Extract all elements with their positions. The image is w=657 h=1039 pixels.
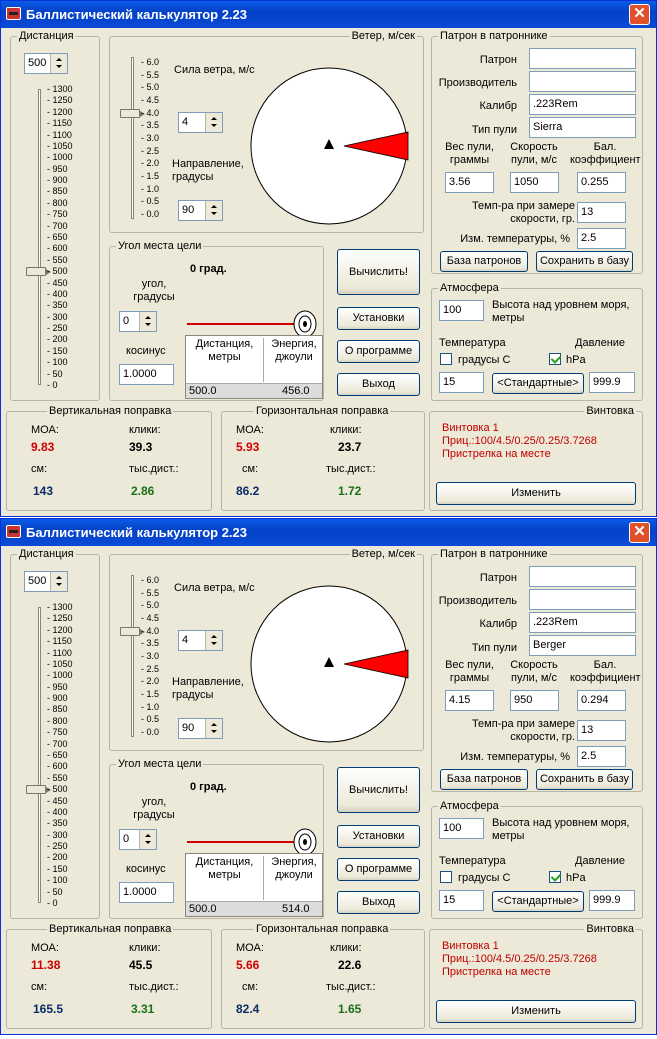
- vertical-correction-group: [6, 923, 212, 1029]
- temp-change-field[interactable]: 2.5: [577, 228, 626, 249]
- caliber-label: Калибр: [479, 100, 517, 112]
- title-bar[interactable]: [1, 1, 656, 28]
- bc-field[interactable]: 0.255: [577, 172, 626, 193]
- horiz-clicks-value: 22.6: [338, 958, 362, 972]
- distance-slider-track[interactable]: [38, 89, 41, 385]
- distance-spin-arrows[interactable]: [50, 572, 67, 591]
- horiz-cm-label: см:: [242, 981, 259, 993]
- bullet-weight-field[interactable]: 4.15: [445, 690, 494, 711]
- distance-tick-label: - 800: [47, 197, 68, 208]
- close-button[interactable]: ✕: [629, 522, 650, 543]
- wind-direction-spin-arrows[interactable]: [205, 201, 222, 220]
- wind-tick-label: - 3.0: [141, 651, 160, 661]
- distance-tick-label: - 750: [47, 727, 68, 738]
- distance-tick-label: - 1150: [47, 118, 72, 129]
- wind-compass[interactable]: [250, 585, 410, 745]
- vertical-group-label: Вертикальная поправка: [49, 405, 172, 417]
- calculator-window: [0, 0, 657, 517]
- cartridge-group-label: Патрон в патроннике: [440, 548, 548, 560]
- atmosphere-group-label: Атмосфера: [440, 282, 499, 294]
- distance-tick-label: - 1150: [47, 636, 72, 647]
- caliber-field[interactable]: .223Rem: [529, 612, 636, 633]
- wind-tick-label: - 4.5: [141, 613, 160, 623]
- cartridge-field[interactable]: [529, 48, 636, 69]
- distance-tick-label: - 750: [47, 209, 68, 220]
- wind-direction-spinner[interactable]: [178, 200, 223, 221]
- wind-group-label: Ветер, м/сек: [351, 548, 415, 560]
- horiz-moa-value: 5.93: [236, 440, 260, 454]
- table-cell-energy: 514.0: [282, 903, 310, 915]
- vert-cm-value: 143: [33, 484, 54, 498]
- distance-tick-label: - 1250: [47, 95, 73, 106]
- vert-clicks-value: 39.3: [129, 440, 153, 454]
- distance-group: [10, 30, 100, 401]
- wind-speed-value: 4: [182, 116, 189, 128]
- maker-field[interactable]: [529, 71, 636, 92]
- target-center: [303, 321, 307, 327]
- wind-tick-label: - 2.0: [141, 676, 160, 687]
- bullet-weight-label: Вес пули, граммы: [445, 659, 494, 684]
- angle-value: 0: [123, 833, 130, 845]
- temp-change-label: Изм. температуры, %: [460, 233, 570, 245]
- wind-tick-label: - 0.5: [141, 196, 160, 207]
- angle-spin-arrows[interactable]: [139, 830, 156, 849]
- vert-cm-value: 165.5: [33, 1002, 64, 1016]
- wind-slider-thumb[interactable]: [120, 109, 140, 118]
- temperature-label: Температура: [439, 855, 506, 867]
- rifle-zero: Пристрелка на месте: [442, 448, 551, 460]
- wind-direction-spinner[interactable]: [178, 718, 223, 739]
- horiz-moa-label: МОА:: [236, 424, 264, 436]
- wind-tick-label: - 5.5: [141, 587, 160, 598]
- cartridge-group: [431, 548, 643, 792]
- distance-tick-label: - 850: [47, 704, 68, 715]
- cosine-value: 1.0000: [123, 886, 157, 898]
- distance-tick-label: - 1000: [47, 670, 73, 681]
- temperature-field[interactable]: 15: [439, 890, 484, 911]
- distance-tick-label: - 500: [47, 784, 68, 795]
- bullet-weight-label: Вес пули, граммы: [445, 141, 494, 166]
- wind-tick-label: - 0.0: [141, 727, 160, 737]
- distance-tick-label: - 1100: [47, 647, 72, 658]
- horiz-thous-label: тыс.дист.:: [326, 981, 376, 993]
- distance-tick-label: - 250: [47, 323, 68, 334]
- wind-tick-label: - 3.5: [141, 638, 160, 649]
- calculator-window: [0, 518, 657, 1035]
- cartridge-field[interactable]: [529, 566, 636, 587]
- temp-measure-field[interactable]: 13: [577, 720, 626, 741]
- vert-thous-value: 2.86: [131, 484, 155, 498]
- standard-atmosphere-button[interactable]: <Стандартные>: [492, 891, 584, 912]
- celsius-label: градусы С: [458, 354, 511, 366]
- cosine-value: 1.0000: [123, 368, 157, 380]
- wind-tick-label: - 1.0: [141, 701, 160, 712]
- horizontal-group-label: Горизонтальная поправка: [256, 405, 389, 417]
- distance-tick-label: - 1200: [47, 106, 73, 117]
- distance-group: [10, 548, 100, 919]
- horiz-moa-value: 5.66: [236, 958, 260, 972]
- rifle-group-label: Винтовка: [586, 405, 634, 417]
- distance-tick-label: - 800: [47, 715, 68, 726]
- distance-tick-label: - 1100: [47, 129, 72, 140]
- target-angle-group: [109, 758, 324, 919]
- distance-tick-label: - 400: [47, 288, 68, 299]
- pressure-field[interactable]: 999.9: [589, 890, 635, 911]
- temperature-label: Температура: [439, 337, 506, 349]
- wind-direction-label: Направление, градусы: [172, 676, 244, 701]
- rifle-scope: Приц.:100/4.5/0.25/0.25/3.7268: [442, 435, 597, 447]
- horiz-thous-label: тыс.дист.:: [326, 463, 376, 475]
- wind-tick-label: - 2.5: [141, 663, 160, 674]
- velocity-field[interactable]: 1050: [510, 172, 559, 193]
- vert-thous-label: тыс.дист.:: [129, 463, 179, 475]
- pressure-label: Давление: [575, 855, 626, 867]
- distance-group-label: Дистанция: [19, 548, 74, 560]
- wind-slider-track[interactable]: [131, 57, 134, 219]
- wind-speed-spinner[interactable]: [178, 630, 223, 651]
- pressure-label: Давление: [575, 337, 626, 349]
- wind-tick-label: - 3.5: [141, 120, 160, 131]
- vert-moa-value: 11.38: [31, 958, 61, 972]
- distance-tick-label: - 600: [47, 243, 68, 254]
- wind-tick-label: - 6.0: [141, 57, 160, 67]
- horiz-cm-value: 82.4: [236, 1002, 260, 1016]
- angle-display: 0 град.: [190, 263, 227, 275]
- distance-tick-label: - 450: [47, 277, 68, 288]
- wind-direction-label: Направление, градусы: [172, 158, 244, 183]
- celsius-checkbox[interactable]: [440, 871, 452, 883]
- distance-tick-label: - 50: [47, 886, 63, 897]
- bullet-type-field[interactable]: Berger: [529, 635, 636, 656]
- caliber-label: Калибр: [479, 618, 517, 630]
- atmosphere-group: [431, 800, 643, 919]
- rifle-group-label: Винтовка: [586, 923, 634, 935]
- distance-tick-label: - 100: [47, 357, 68, 368]
- wind-tick-label: - 1.5: [141, 689, 160, 699]
- distance-tick-label: - 50: [47, 368, 63, 379]
- close-button[interactable]: ✕: [629, 4, 650, 25]
- distance-slider-thumb[interactable]: [26, 785, 46, 794]
- save-to-db-button[interactable]: Сохранить в базу: [536, 769, 633, 790]
- exit-button[interactable]: Выход: [337, 373, 420, 396]
- vertical-correction-group: [6, 405, 212, 511]
- bc-label: Бал. коэффициент: [570, 659, 641, 684]
- cosine-field: [119, 364, 174, 385]
- distance-tick-label: - 1300: [47, 84, 73, 94]
- angle-value: 0: [123, 315, 130, 327]
- maker-label: Производитель: [438, 595, 517, 607]
- settings-button[interactable]: Установки: [337, 825, 420, 848]
- table-header-energy: Энергия, джоули: [271, 856, 317, 881]
- angle-display: 0 град.: [190, 781, 227, 793]
- horiz-cm-label: см:: [242, 463, 259, 475]
- celsius-checkbox[interactable]: [440, 353, 452, 365]
- distance-tick-label: - 900: [47, 693, 68, 704]
- distance-tick-label: - 650: [47, 232, 68, 242]
- hpa-label: hPa: [566, 872, 586, 884]
- wind-direction-spin-arrows[interactable]: [205, 719, 222, 738]
- velocity-label: Скорость пули, м/с: [510, 659, 558, 684]
- distance-tick-label: - 850: [47, 186, 68, 197]
- vert-moa-label: МОА:: [31, 424, 59, 436]
- window-title: Баллистический калькулятор 2.23: [26, 525, 247, 540]
- distance-spin-arrows[interactable]: [50, 54, 67, 73]
- distance-slider-thumb[interactable]: [26, 267, 46, 276]
- change-rifle-button[interactable]: Изменить: [436, 1000, 636, 1023]
- distance-tick-label: - 350: [47, 818, 68, 829]
- distance-tick-label: - 300: [47, 829, 68, 840]
- temp-change-label: Изм. температуры, %: [460, 751, 570, 763]
- rifle-name: Винтовка 1: [442, 940, 499, 952]
- horiz-clicks-value: 23.7: [338, 440, 362, 454]
- distance-tick-label: - 1000: [47, 152, 73, 163]
- wind-speed-label: Сила ветра, м/с: [174, 582, 255, 594]
- app-icon: [6, 7, 21, 20]
- table-cell-energy: 456.0: [282, 385, 310, 397]
- distance-tick-label: - 650: [47, 750, 68, 760]
- wind-tick-label: - 5.5: [141, 69, 160, 80]
- cosine-label: косинус: [126, 863, 166, 875]
- celsius-label: градусы С: [458, 872, 511, 884]
- distance-tick-label: - 1200: [47, 624, 73, 635]
- angle-spinner[interactable]: [119, 829, 157, 850]
- angle-line-graphic: [185, 823, 325, 853]
- horiz-thous-value: 1.65: [338, 1002, 362, 1016]
- table-cell-distance: 500.0: [189, 903, 217, 915]
- altitude-label: Высота над уровнем моря, метры: [492, 299, 630, 324]
- vert-thous-label: тыс.дист.:: [129, 981, 179, 993]
- distance-tick-label: - 1300: [47, 602, 73, 612]
- wind-group: [109, 548, 424, 751]
- wind-tick-label: - 0.5: [141, 714, 160, 725]
- maker-field[interactable]: [529, 589, 636, 610]
- distance-tick-label: - 500: [47, 266, 68, 277]
- distance-tick-label: - 700: [47, 738, 68, 749]
- distance-tick-label: - 250: [47, 841, 68, 852]
- wind-tick-label: - 6.0: [141, 575, 160, 585]
- vert-moa-label: МОА:: [31, 942, 59, 954]
- app-icon: [6, 525, 21, 538]
- horizontal-group-label: Горизонтальная поправка: [256, 923, 389, 935]
- temp-measure-field[interactable]: 13: [577, 202, 626, 223]
- rifle-name: Винтовка 1: [442, 422, 499, 434]
- distance-tick-label: - 200: [47, 334, 68, 345]
- temperature-field[interactable]: 15: [439, 372, 484, 393]
- bullet-type-field[interactable]: Sierra: [529, 117, 636, 138]
- wind-tick-label: - 3.0: [141, 133, 160, 143]
- distance-tick-label: - 550: [47, 254, 68, 265]
- angle-spinner[interactable]: [119, 311, 157, 332]
- distance-tick-label: - 350: [47, 300, 68, 311]
- save-to-db-button[interactable]: Сохранить в базу: [536, 251, 633, 272]
- distance-tick-label: - 550: [47, 772, 68, 783]
- cartridge-db-button[interactable]: База патронов: [440, 769, 528, 790]
- wind-tick-label: - 0.0: [141, 209, 160, 219]
- cartridge-label: Патрон: [479, 572, 517, 584]
- vert-cm-label: см:: [31, 981, 48, 993]
- altitude-field[interactable]: 100: [439, 300, 484, 321]
- angle-line-graphic: [185, 305, 325, 335]
- wind-tick-label: - 4.0: [141, 625, 160, 636]
- temp-measure-label: Темп-ра при замере скорости, гр.: [471, 718, 575, 743]
- wind-tick-label: - 2.5: [141, 145, 160, 156]
- rifle-group: [429, 923, 643, 1029]
- temp-measure-label: Темп-ра при замере скорости, гр.: [471, 200, 575, 225]
- angle-label: угол, градусы: [133, 278, 175, 303]
- vert-moa-value: 9.83: [31, 440, 55, 454]
- calculate-button[interactable]: Вычислить!: [337, 249, 420, 295]
- bc-label: Бал. коэффициент: [570, 141, 641, 166]
- energy-table: [185, 335, 323, 399]
- velocity-label: Скорость пули, м/с: [510, 141, 558, 166]
- target-center: [303, 839, 307, 845]
- distance-tick-label: - 1050: [47, 658, 73, 669]
- distance-tick-label: - 0: [47, 898, 58, 908]
- wind-tick-label: - 2.0: [141, 158, 160, 169]
- wind-speed-spin-arrows[interactable]: [205, 631, 222, 650]
- horiz-clicks-label: клики:: [330, 424, 362, 436]
- window-title: Баллистический калькулятор 2.23: [26, 7, 247, 22]
- distance-tick-label: - 200: [47, 852, 68, 863]
- distance-tick-label: - 1250: [47, 613, 73, 624]
- wind-tick-label: - 1.0: [141, 183, 160, 194]
- horiz-cm-value: 86.2: [236, 484, 260, 498]
- title-bar[interactable]: [1, 519, 656, 546]
- distance-value: 500: [28, 575, 47, 587]
- vertical-group-label: Вертикальная поправка: [49, 923, 172, 935]
- wind-slider-thumb[interactable]: [120, 627, 140, 636]
- table-cell-distance: 500.0: [189, 385, 217, 397]
- velocity-field[interactable]: 950: [510, 690, 559, 711]
- rifle-scope: Приц.:100/4.5/0.25/0.25/3.7268: [442, 953, 597, 965]
- horizontal-correction-group: [221, 923, 425, 1029]
- target-angle-group: [109, 240, 324, 401]
- wind-group-label: Ветер, м/сек: [351, 30, 415, 42]
- angle-label: угол, градусы: [133, 796, 175, 821]
- atmosphere-group-label: Атмосфера: [440, 800, 499, 812]
- about-button[interactable]: О программе: [337, 858, 420, 881]
- wind-tick-label: - 4.0: [141, 107, 160, 118]
- bullet-type-label: Тип пули: [471, 642, 517, 654]
- vert-clicks-value: 45.5: [129, 958, 153, 972]
- wind-speed-spinner[interactable]: [178, 112, 223, 133]
- wind-group: [109, 30, 424, 233]
- distance-spinner[interactable]: [24, 571, 68, 592]
- wind-tick-label: - 5.0: [141, 82, 160, 93]
- distance-tick-label: - 1050: [47, 140, 73, 151]
- distance-tick-label: - 150: [47, 863, 68, 874]
- distance-tick-label: - 450: [47, 795, 68, 806]
- horizontal-correction-group: [221, 405, 425, 511]
- hpa-checkbox[interactable]: [549, 353, 561, 365]
- table-header-distance: Дистанция, метры: [186, 856, 264, 900]
- cartridge-db-button[interactable]: База патронов: [440, 251, 528, 272]
- cartridge-group-label: Патрон в патроннике: [440, 30, 548, 42]
- distance-tick-label: - 400: [47, 806, 68, 817]
- wind-compass[interactable]: [250, 67, 410, 227]
- table-row: [186, 901, 322, 916]
- table-header-distance: Дистанция, метры: [186, 338, 264, 382]
- wind-tick-label: - 5.0: [141, 600, 160, 611]
- vert-clicks-label: клики:: [129, 942, 161, 954]
- bc-field[interactable]: 0.294: [577, 690, 626, 711]
- horiz-moa-label: МОА:: [236, 942, 264, 954]
- distance-tick-label: - 0: [47, 380, 58, 390]
- distance-slider-track[interactable]: [38, 607, 41, 903]
- rifle-zero: Пристрелка на месте: [442, 966, 551, 978]
- altitude-label: Высота над уровнем моря, метры: [492, 817, 630, 842]
- distance-spinner[interactable]: [24, 53, 68, 74]
- cosine-field: [119, 882, 174, 903]
- pressure-field[interactable]: 999.9: [589, 372, 635, 393]
- distance-tick-label: - 900: [47, 175, 68, 186]
- wind-tick-label: - 1.5: [141, 171, 160, 181]
- target-angle-group-label: Угол места цели: [118, 758, 202, 770]
- standard-atmosphere-button[interactable]: <Стандартные>: [492, 373, 584, 394]
- bullet-weight-field[interactable]: 3.56: [445, 172, 494, 193]
- distance-tick-label: - 700: [47, 220, 68, 231]
- wind-speed-value: 4: [182, 634, 189, 646]
- wind-direction-value: 90: [182, 204, 195, 216]
- vert-clicks-label: клики:: [129, 424, 161, 436]
- distance-tick-label: - 950: [47, 681, 68, 692]
- bullet-type-label: Тип пули: [471, 124, 517, 136]
- table-row: [186, 383, 322, 398]
- distance-tick-label: - 150: [47, 345, 68, 356]
- distance-tick-label: - 600: [47, 761, 68, 772]
- hpa-label: hPa: [566, 354, 586, 366]
- wind-tick-label: - 4.5: [141, 95, 160, 105]
- distance-value: 500: [28, 57, 47, 69]
- maker-label: Производитель: [438, 77, 517, 89]
- about-button[interactable]: О программе: [337, 340, 420, 363]
- target-angle-group-label: Угол места цели: [118, 240, 202, 252]
- wind-slider-track[interactable]: [131, 575, 134, 737]
- calculate-button[interactable]: Вычислить!: [337, 767, 420, 813]
- settings-button[interactable]: Установки: [337, 307, 420, 330]
- atmosphere-group: [431, 282, 643, 401]
- altitude-field[interactable]: 100: [439, 818, 484, 839]
- cosine-label: косинус: [126, 345, 166, 357]
- change-rifle-button[interactable]: Изменить: [436, 482, 636, 505]
- table-header-energy: Энергия, джоули: [271, 338, 317, 363]
- horiz-clicks-label: клики:: [330, 942, 362, 954]
- vert-cm-label: см:: [31, 463, 48, 475]
- hpa-checkbox[interactable]: [549, 871, 561, 883]
- cartridge-group: [431, 30, 643, 274]
- wind-speed-label: Сила ветра, м/с: [174, 64, 255, 76]
- distance-group-label: Дистанция: [19, 30, 74, 42]
- wind-direction-value: 90: [182, 722, 195, 734]
- exit-button[interactable]: Выход: [337, 891, 420, 914]
- distance-tick-label: - 950: [47, 163, 68, 174]
- distance-tick-label: - 100: [47, 875, 68, 886]
- angle-spin-arrows[interactable]: [139, 312, 156, 331]
- distance-tick-label: - 300: [47, 311, 68, 322]
- temp-change-field[interactable]: 2.5: [577, 746, 626, 767]
- wind-speed-spin-arrows[interactable]: [205, 113, 222, 132]
- horiz-thous-value: 1.72: [338, 484, 362, 498]
- energy-table: [185, 853, 323, 917]
- vert-thous-value: 3.31: [131, 1002, 155, 1016]
- cartridge-label: Патрон: [479, 54, 517, 66]
- caliber-field[interactable]: .223Rem: [529, 94, 636, 115]
- rifle-group: [429, 405, 643, 511]
